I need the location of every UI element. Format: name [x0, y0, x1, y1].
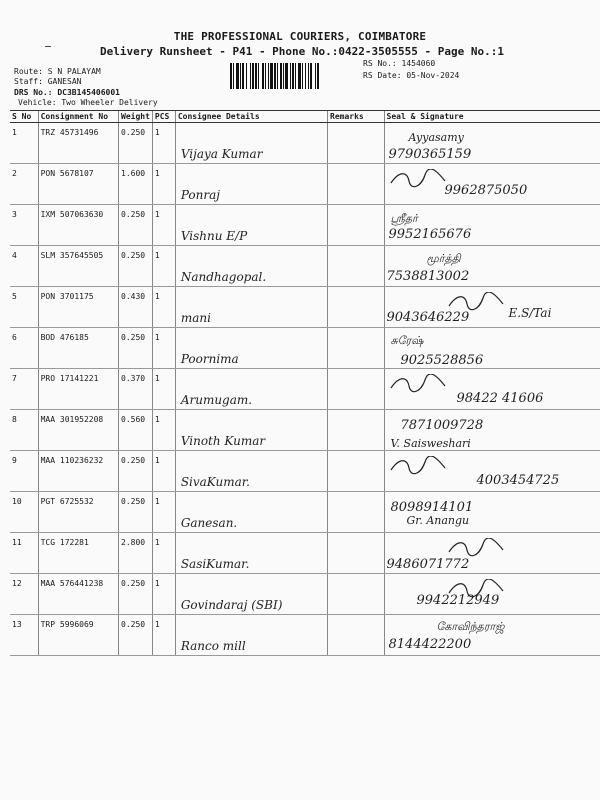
consignee-name: Vishnu E/P — [180, 229, 248, 243]
signature-scrawl — [447, 538, 507, 558]
cell-weight: 0.250 — [119, 574, 153, 615]
signature-phone: 9942212949 — [416, 593, 500, 608]
cell-consignee — [175, 205, 327, 246]
cell-pcs: 1 — [152, 574, 175, 615]
cell-weight: 0.250 — [119, 492, 153, 533]
barcode-bar — [242, 63, 244, 89]
cell-sno: 2 — [10, 164, 38, 205]
barcode-bar — [315, 63, 316, 89]
table-row — [10, 615, 600, 656]
barcode-bar — [310, 63, 312, 89]
drs-value: DC3B145406001 — [57, 88, 120, 97]
barcode-bar — [252, 63, 254, 89]
cell-signature — [384, 246, 600, 287]
cell-sno: 5 — [10, 287, 38, 328]
cell-remarks — [328, 123, 385, 164]
table-row — [10, 205, 600, 246]
cell-consignment: BOD 476185 — [38, 328, 118, 369]
barcode-bar — [302, 63, 303, 89]
cell-pcs: 1 — [152, 328, 175, 369]
table-row — [10, 492, 600, 533]
cell-consignment: PGT 6725532 — [38, 492, 118, 533]
cell-consignee — [175, 328, 327, 369]
cell-signature — [384, 205, 600, 246]
signature-name: V. Saisweshari — [390, 437, 471, 450]
cell-sno: 6 — [10, 328, 38, 369]
signature-name: கோவிந்தராஜ் — [436, 620, 505, 633]
consignee-name: Arumugam. — [180, 393, 253, 407]
runsheet-subtitle: Delivery Runsheet - P41 - Phone No.:0422-3505555 - Page No.:1 — [100, 45, 504, 58]
cell-sno: 7 — [10, 369, 38, 410]
barcode-bar — [268, 63, 269, 89]
runsheet-table — [10, 110, 600, 656]
cell-pcs: 1 — [152, 492, 175, 533]
cell-weight: 0.250 — [119, 205, 153, 246]
scan-mark — [45, 46, 51, 47]
cell-remarks — [328, 369, 385, 410]
cell-remarks — [328, 287, 385, 328]
cell-signature — [384, 410, 600, 451]
table-row — [10, 287, 600, 328]
signature-phone: 4003454725 — [476, 473, 560, 488]
cell-signature — [384, 328, 600, 369]
cell-pcs: 1 — [152, 205, 175, 246]
cell-weight: 0.250 — [119, 123, 153, 164]
cell-remarks — [328, 574, 385, 615]
cell-remarks — [328, 533, 385, 574]
barcode-bar — [265, 63, 266, 89]
barcode-bar — [230, 63, 232, 89]
barcode-bar — [290, 63, 291, 89]
signature-name: Ayyasamy — [408, 131, 464, 144]
cell-consignee — [175, 369, 327, 410]
col-consignee: Consignee Details — [175, 111, 327, 123]
barcode-bar — [295, 63, 296, 89]
signature-phone: 98422 41606 — [456, 391, 544, 406]
cell-consignee — [175, 287, 327, 328]
col-sno: S No — [10, 111, 38, 123]
table-row — [10, 123, 600, 164]
barcode-bar — [292, 63, 294, 89]
consignee-name: SivaKumar. — [180, 475, 250, 489]
route-label: Route: — [14, 67, 43, 76]
route-line — [14, 67, 101, 76]
barcode-bar — [246, 63, 247, 89]
table-row — [10, 164, 600, 205]
signature-phone: 7538813002 — [386, 269, 470, 284]
barcode-bar — [255, 63, 257, 89]
rs-date: RS Date: 05-Nov-2024 — [363, 71, 460, 80]
cell-sno: 9 — [10, 451, 38, 492]
cell-sno: 4 — [10, 246, 38, 287]
signature-scrawl — [447, 579, 507, 599]
vehicle-label: Vehicle: — [18, 98, 57, 107]
barcode-bar — [240, 63, 241, 89]
cell-signature — [384, 164, 600, 205]
barcode-bar — [285, 63, 288, 89]
cell-consignment: TCG 172281 — [38, 533, 118, 574]
cell-pcs: 1 — [152, 123, 175, 164]
barcode-bar — [305, 63, 306, 89]
cell-consignee — [175, 246, 327, 287]
consignee-name: Nandhagopal. — [180, 270, 267, 284]
consignee-name: SasiKumar. — [180, 557, 250, 571]
barcode-bar — [233, 63, 234, 89]
cell-weight: 2.800 — [119, 533, 153, 574]
barcode-bar — [258, 63, 259, 89]
barcode-bar — [283, 63, 284, 89]
drs-label: DRS No.: — [14, 88, 53, 97]
signature-name: மூர்த்தி — [426, 252, 461, 265]
signature-phone: 8098914101 — [390, 500, 474, 515]
staff-line — [14, 77, 81, 86]
rs-number: RS No.: 1454060 — [363, 59, 436, 68]
cell-remarks — [328, 205, 385, 246]
table-row — [10, 574, 600, 615]
consignee-name: Ponraj — [180, 188, 220, 202]
barcode-bar — [274, 63, 276, 89]
cell-signature — [384, 369, 600, 410]
cell-consignment: PRO 17141221 — [38, 369, 118, 410]
cell-pcs: 1 — [152, 287, 175, 328]
cell-consignment: PON 3701175 — [38, 287, 118, 328]
signature-name: Gr. Anangu — [406, 514, 470, 527]
vehicle-value: Two Wheeler Delivery — [61, 98, 158, 107]
cell-consignee — [175, 492, 327, 533]
cell-consignee — [175, 533, 327, 574]
barcode-bar — [308, 63, 309, 89]
cell-consignment: TRZ 45731496 — [38, 123, 118, 164]
col-remarks: Remarks — [328, 111, 385, 123]
cell-pcs: 1 — [152, 246, 175, 287]
cell-signature — [384, 451, 600, 492]
consignee-name: Ganesan. — [180, 516, 238, 530]
cell-weight: 0.250 — [119, 328, 153, 369]
barcode-bar — [280, 63, 282, 89]
consignee-name: Vijaya Kumar — [180, 147, 263, 161]
cell-consignee — [175, 574, 327, 615]
cell-consignment: MAA 301952208 — [38, 410, 118, 451]
barcode-bar — [317, 63, 319, 89]
signature-phone: 9025528856 — [400, 353, 484, 368]
cell-weight: 0.250 — [119, 451, 153, 492]
cell-remarks — [328, 451, 385, 492]
cell-pcs: 1 — [152, 369, 175, 410]
signature-phone: 9486071772 — [386, 557, 470, 572]
signature-phone: 9043646229 — [386, 310, 470, 325]
consignee-name: Vinoth Kumar — [180, 434, 266, 448]
signature-extra: E.S/Tai — [508, 306, 552, 320]
staff-label: Staff: — [14, 77, 43, 86]
cell-weight: 0.250 — [119, 615, 153, 656]
cell-sno: 10 — [10, 492, 38, 533]
cell-consignment: MAA 110236232 — [38, 451, 118, 492]
col-signature: Seal & Signature — [384, 111, 600, 123]
barcode-bar — [298, 63, 301, 89]
signature-phone: 9952165676 — [388, 227, 472, 242]
cell-remarks — [328, 164, 385, 205]
table-row — [10, 410, 600, 451]
cell-sno: 1 — [10, 123, 38, 164]
cell-signature — [384, 492, 600, 533]
cell-remarks — [328, 615, 385, 656]
cell-sno: 8 — [10, 410, 38, 451]
barcode-bar — [250, 63, 251, 89]
cell-weight: 0.250 — [119, 246, 153, 287]
company-title: THE PROFESSIONAL COURIERS, COIMBATORE — [173, 30, 427, 43]
cell-remarks — [328, 328, 385, 369]
cell-consignment: PON 5678107 — [38, 164, 118, 205]
cell-weight: 0.560 — [119, 410, 153, 451]
col-pcs: PCS — [152, 111, 175, 123]
table-row — [10, 246, 600, 287]
cell-consignee — [175, 123, 327, 164]
cell-consignee — [175, 615, 327, 656]
cell-consignee — [175, 410, 327, 451]
cell-consignment: TRP 5996069 — [38, 615, 118, 656]
cell-signature — [384, 287, 600, 328]
cell-signature — [384, 574, 600, 615]
cell-weight: 0.430 — [119, 287, 153, 328]
cell-signature — [384, 615, 600, 656]
consignee-name: Govindaraj (SBI) — [180, 598, 283, 612]
barcode-bar — [236, 63, 239, 89]
consignee-name: Ranco mill — [180, 639, 246, 653]
cell-consignee — [175, 451, 327, 492]
signature-scrawl — [389, 456, 449, 476]
cell-weight: 0.370 — [119, 369, 153, 410]
vehicle-line — [18, 98, 158, 107]
signature-scrawl — [389, 374, 449, 394]
signature-phone: 8144422200 — [388, 637, 472, 652]
col-weight: Weight — [119, 111, 153, 123]
cell-pcs: 1 — [152, 615, 175, 656]
cell-sno: 11 — [10, 533, 38, 574]
cell-consignment: SLM 357645505 — [38, 246, 118, 287]
table-row — [10, 533, 600, 574]
cell-pcs: 1 — [152, 410, 175, 451]
table-row — [10, 451, 600, 492]
cell-remarks — [328, 246, 385, 287]
barcode-bar — [277, 63, 278, 89]
cell-consignee — [175, 164, 327, 205]
cell-remarks — [328, 410, 385, 451]
cell-sno: 3 — [10, 205, 38, 246]
barcode-bar — [262, 63, 264, 89]
consignee-name: mani — [180, 311, 211, 325]
col-consignment: Consignment No — [38, 111, 118, 123]
signature-name: ஸ்ரீதர் — [390, 212, 418, 225]
cell-pcs: 1 — [152, 451, 175, 492]
cell-sno: 13 — [10, 615, 38, 656]
table-row — [10, 328, 600, 369]
signature-phone: 7871009728 — [400, 418, 484, 433]
table-row — [10, 369, 600, 410]
cell-pcs: 1 — [152, 164, 175, 205]
cell-consignment: IXM 507063630 — [38, 205, 118, 246]
signature-scrawl — [447, 292, 507, 312]
staff-value: GANESAN — [47, 77, 82, 86]
consignee-name: Poornima — [180, 352, 239, 366]
signature-phone: 9790365159 — [388, 147, 472, 162]
cell-signature — [384, 123, 600, 164]
barcode-image — [230, 63, 356, 89]
cell-signature — [384, 533, 600, 574]
barcode-bar — [270, 63, 273, 89]
signature-phone: 9962875050 — [444, 183, 528, 198]
cell-weight: 1.600 — [119, 164, 153, 205]
cell-consignment: MAA 576441238 — [38, 574, 118, 615]
route-value: S N PALAYAM — [47, 67, 101, 76]
table-header-row — [10, 111, 600, 123]
cell-remarks — [328, 492, 385, 533]
signature-scrawl — [389, 169, 449, 189]
cell-pcs: 1 — [152, 533, 175, 574]
cell-sno: 12 — [10, 574, 38, 615]
drs-line — [14, 88, 120, 97]
signature-name: சுரேஷ் — [390, 334, 424, 347]
